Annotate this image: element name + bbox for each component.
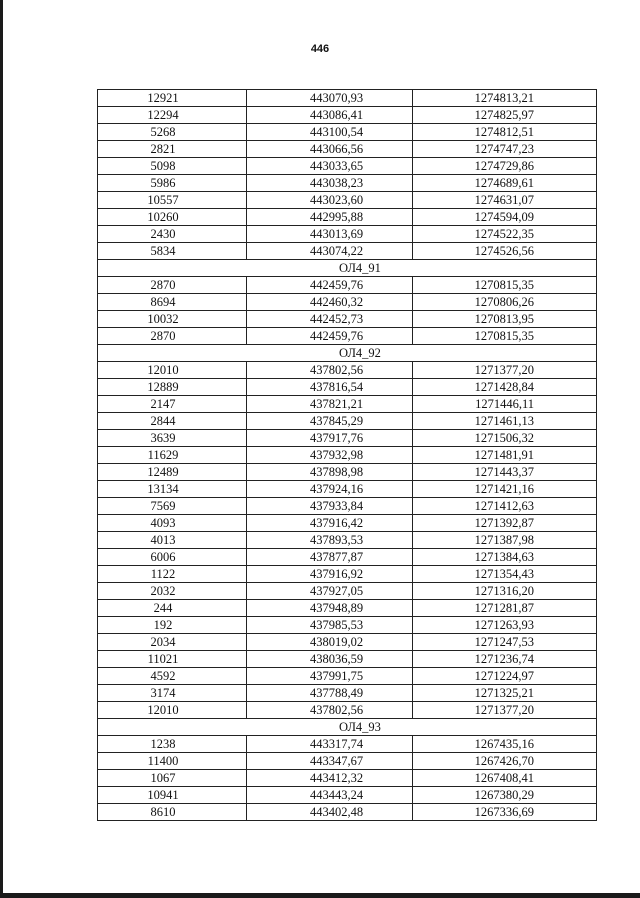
point-number-cell: 8694 [98, 294, 247, 311]
point-number-cell: 12010 [98, 362, 247, 379]
x-coordinate-cell: 443086,41 [247, 107, 413, 124]
x-coordinate-cell: 437893,53 [247, 532, 413, 549]
x-coordinate-cell: 442459,76 [247, 277, 413, 294]
point-number-cell: 12294 [98, 107, 247, 124]
point-number-cell: 4592 [98, 668, 247, 685]
point-number-cell: 1122 [98, 566, 247, 583]
x-coordinate-cell: 438036,59 [247, 651, 413, 668]
coordinates-table [97, 89, 597, 821]
x-coordinate-cell: 437788,49 [247, 685, 413, 702]
point-number-cell: 2034 [98, 634, 247, 651]
y-coordinate-cell: 1267380,29 [413, 787, 597, 804]
table-row [98, 651, 597, 668]
x-coordinate-cell: 442452,73 [247, 311, 413, 328]
x-coordinate-cell: 437924,16 [247, 481, 413, 498]
table-row [98, 634, 597, 651]
x-coordinate-cell: 443317,74 [247, 736, 413, 753]
y-coordinate-cell: 1274689,61 [413, 175, 597, 192]
y-coordinate-cell: 1274813,21 [413, 90, 597, 107]
x-coordinate-cell: 443074,22 [247, 243, 413, 260]
y-coordinate-cell: 1271263,93 [413, 617, 597, 634]
point-number-cell: 6006 [98, 549, 247, 566]
table-row [98, 787, 597, 804]
table-row [98, 90, 597, 107]
point-number-cell: 1238 [98, 736, 247, 753]
point-number-cell: 2870 [98, 328, 247, 345]
x-coordinate-cell: 443347,67 [247, 753, 413, 770]
table-row [98, 600, 597, 617]
table-row [98, 736, 597, 753]
point-number-cell: 8610 [98, 804, 247, 821]
x-coordinate-cell: 443023,60 [247, 192, 413, 209]
y-coordinate-cell: 1271325,21 [413, 685, 597, 702]
y-coordinate-cell: 1271354,43 [413, 566, 597, 583]
x-coordinate-cell: 437985,53 [247, 617, 413, 634]
section-title: ОЛ4_93 [98, 719, 597, 736]
table-row [98, 447, 597, 464]
point-number-cell: 5834 [98, 243, 247, 260]
x-coordinate-cell: 437816,54 [247, 379, 413, 396]
section-title: ОЛ4_91 [98, 260, 597, 277]
point-number-cell: 11021 [98, 651, 247, 668]
table-row [98, 617, 597, 634]
x-coordinate-cell: 443066,56 [247, 141, 413, 158]
point-number-cell: 12921 [98, 90, 247, 107]
y-coordinate-cell: 1271412,63 [413, 498, 597, 515]
x-coordinate-cell: 437821,21 [247, 396, 413, 413]
point-number-cell: 12889 [98, 379, 247, 396]
table-row [98, 124, 597, 141]
section-header-row [98, 260, 597, 277]
point-number-cell: 4013 [98, 532, 247, 549]
x-coordinate-cell: 443070,93 [247, 90, 413, 107]
point-number-cell: 2821 [98, 141, 247, 158]
x-coordinate-cell: 437898,98 [247, 464, 413, 481]
y-coordinate-cell: 1271506,32 [413, 430, 597, 447]
point-number-cell: 4093 [98, 515, 247, 532]
y-coordinate-cell: 1274729,86 [413, 158, 597, 175]
x-coordinate-cell: 442995,88 [247, 209, 413, 226]
table-row [98, 107, 597, 124]
x-coordinate-cell: 437802,56 [247, 702, 413, 719]
point-number-cell: 11629 [98, 447, 247, 464]
point-number-cell: 7569 [98, 498, 247, 515]
point-number-cell: 1067 [98, 770, 247, 787]
y-coordinate-cell: 1271443,37 [413, 464, 597, 481]
x-coordinate-cell: 443402,48 [247, 804, 413, 821]
x-coordinate-cell: 443013,69 [247, 226, 413, 243]
table-row [98, 158, 597, 175]
x-coordinate-cell: 437948,89 [247, 600, 413, 617]
table-row [98, 481, 597, 498]
table-row [98, 583, 597, 600]
section-header-row [98, 345, 597, 362]
y-coordinate-cell: 1271236,74 [413, 651, 597, 668]
point-number-cell: 244 [98, 600, 247, 617]
table-row [98, 515, 597, 532]
y-coordinate-cell: 1267435,16 [413, 736, 597, 753]
page-number: 446 [310, 43, 330, 55]
y-coordinate-cell: 1271428,84 [413, 379, 597, 396]
point-number-cell: 2870 [98, 277, 247, 294]
point-number-cell: 12010 [98, 702, 247, 719]
point-number-cell: 2032 [98, 583, 247, 600]
table-row [98, 566, 597, 583]
table-row [98, 379, 597, 396]
x-coordinate-cell: 438019,02 [247, 634, 413, 651]
table-row [98, 702, 597, 719]
x-coordinate-cell: 437877,87 [247, 549, 413, 566]
x-coordinate-cell: 437916,92 [247, 566, 413, 583]
y-coordinate-cell: 1270813,95 [413, 311, 597, 328]
x-coordinate-cell: 443100,54 [247, 124, 413, 141]
point-number-cell: 12489 [98, 464, 247, 481]
scan-edge-left [0, 0, 3, 898]
point-number-cell: 10941 [98, 787, 247, 804]
y-coordinate-cell: 1271461,13 [413, 413, 597, 430]
x-coordinate-cell: 437932,98 [247, 447, 413, 464]
table-row [98, 243, 597, 260]
point-number-cell: 5986 [98, 175, 247, 192]
y-coordinate-cell: 1270815,35 [413, 328, 597, 345]
table-row [98, 498, 597, 515]
point-number-cell: 2844 [98, 413, 247, 430]
table-row [98, 226, 597, 243]
x-coordinate-cell: 437845,29 [247, 413, 413, 430]
table-row [98, 277, 597, 294]
table-row [98, 362, 597, 379]
point-number-cell: 2430 [98, 226, 247, 243]
table-row [98, 311, 597, 328]
y-coordinate-cell: 1271392,87 [413, 515, 597, 532]
x-coordinate-cell: 437927,05 [247, 583, 413, 600]
point-number-cell: 192 [98, 617, 247, 634]
table-row [98, 753, 597, 770]
table-row [98, 294, 597, 311]
table-row [98, 413, 597, 430]
point-number-cell: 2147 [98, 396, 247, 413]
point-number-cell: 11400 [98, 753, 247, 770]
y-coordinate-cell: 1271247,53 [413, 634, 597, 651]
point-number-cell: 3174 [98, 685, 247, 702]
point-number-cell: 5268 [98, 124, 247, 141]
y-coordinate-cell: 1271377,20 [413, 702, 597, 719]
point-number-cell: 10557 [98, 192, 247, 209]
table-row [98, 668, 597, 685]
table-row [98, 209, 597, 226]
y-coordinate-cell: 1271421,16 [413, 481, 597, 498]
x-coordinate-cell: 437917,76 [247, 430, 413, 447]
scan-edge-bottom [0, 893, 640, 898]
y-coordinate-cell: 1271384,63 [413, 549, 597, 566]
table-row [98, 328, 597, 345]
y-coordinate-cell: 1271377,20 [413, 362, 597, 379]
y-coordinate-cell: 1274825,97 [413, 107, 597, 124]
x-coordinate-cell: 442459,76 [247, 328, 413, 345]
section-header-row [98, 719, 597, 736]
table-row [98, 685, 597, 702]
y-coordinate-cell: 1271481,91 [413, 447, 597, 464]
y-coordinate-cell: 1270806,26 [413, 294, 597, 311]
y-coordinate-cell: 1274526,56 [413, 243, 597, 260]
table-row [98, 532, 597, 549]
coordinates-table-body [98, 90, 597, 821]
y-coordinate-cell: 1274747,23 [413, 141, 597, 158]
table-row [98, 175, 597, 192]
y-coordinate-cell: 1274522,35 [413, 226, 597, 243]
x-coordinate-cell: 443038,23 [247, 175, 413, 192]
section-title: ОЛ4_92 [98, 345, 597, 362]
y-coordinate-cell: 1271316,20 [413, 583, 597, 600]
x-coordinate-cell: 443412,32 [247, 770, 413, 787]
y-coordinate-cell: 1274594,09 [413, 209, 597, 226]
y-coordinate-cell: 1267408,41 [413, 770, 597, 787]
point-number-cell: 10032 [98, 311, 247, 328]
table-row [98, 804, 597, 821]
y-coordinate-cell: 1267336,69 [413, 804, 597, 821]
point-number-cell: 13134 [98, 481, 247, 498]
y-coordinate-cell: 1267426,70 [413, 753, 597, 770]
y-coordinate-cell: 1271224,97 [413, 668, 597, 685]
y-coordinate-cell: 1274812,51 [413, 124, 597, 141]
y-coordinate-cell: 1271446,11 [413, 396, 597, 413]
x-coordinate-cell: 437916,42 [247, 515, 413, 532]
table-row [98, 464, 597, 481]
x-coordinate-cell: 443443,24 [247, 787, 413, 804]
x-coordinate-cell: 442460,32 [247, 294, 413, 311]
y-coordinate-cell: 1271387,98 [413, 532, 597, 549]
table-row [98, 549, 597, 566]
point-number-cell: 3639 [98, 430, 247, 447]
table-row [98, 192, 597, 209]
y-coordinate-cell: 1274631,07 [413, 192, 597, 209]
x-coordinate-cell: 437802,56 [247, 362, 413, 379]
table-row [98, 396, 597, 413]
point-number-cell: 10260 [98, 209, 247, 226]
x-coordinate-cell: 443033,65 [247, 158, 413, 175]
table-row [98, 141, 597, 158]
table-row [98, 770, 597, 787]
y-coordinate-cell: 1271281,87 [413, 600, 597, 617]
table-row [98, 430, 597, 447]
y-coordinate-cell: 1270815,35 [413, 277, 597, 294]
x-coordinate-cell: 437991,75 [247, 668, 413, 685]
x-coordinate-cell: 437933,84 [247, 498, 413, 515]
point-number-cell: 5098 [98, 158, 247, 175]
